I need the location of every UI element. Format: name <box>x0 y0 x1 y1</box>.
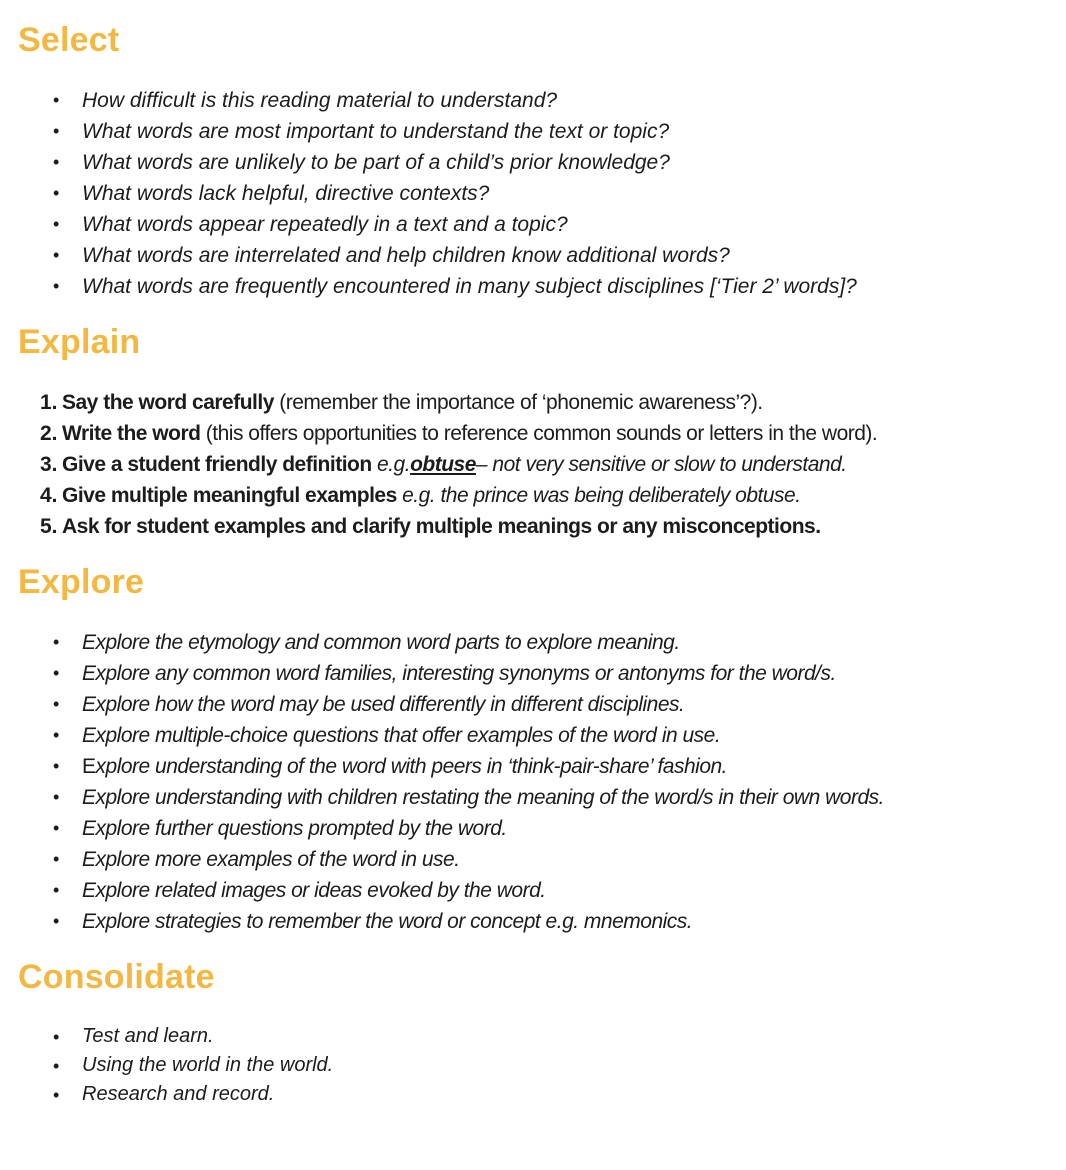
text-segment: Explore multiple-choice questions that offer examples of the word in use. <box>82 724 721 747</box>
bullet-icon: • <box>53 1056 60 1076</box>
text-segment: Explore understanding with children restating the meaning of the word/s in their own words. <box>82 786 884 809</box>
explain-list <box>18 387 1030 542</box>
bullet-icon: • <box>53 214 60 234</box>
text-segment: How difficult is this reading material to understand? <box>82 89 558 112</box>
list-item <box>18 875 1030 906</box>
text-segment: Give a student friendly definition <box>62 453 378 476</box>
item-number: 1. <box>40 391 58 414</box>
select-list <box>18 85 1030 302</box>
text-segment: What words are most important to understand the text or topic? <box>82 120 670 143</box>
list-item <box>18 813 1030 844</box>
text-segment: Explore any common word families, interesting synonyms or antonyms for the word/s. <box>82 662 836 685</box>
list-item <box>18 449 1030 480</box>
item-number: 5. <box>40 515 58 538</box>
bullet-icon: • <box>53 276 60 296</box>
list-item <box>18 844 1030 875</box>
section-consolidate <box>18 957 1030 1109</box>
text-segment: What words are interrelated and help children know additional words? <box>82 244 730 267</box>
text-segment: E <box>82 755 96 778</box>
list-item <box>18 720 1030 751</box>
list-item <box>18 85 1030 116</box>
list-item <box>18 1080 1030 1109</box>
text-segment: (this offers opportunities to reference common sounds or letters in the word). <box>205 422 878 445</box>
text-segment: – not very sensitive or slow to understand. <box>475 453 847 476</box>
list-item <box>18 689 1030 720</box>
list-item <box>18 1051 1030 1080</box>
item-number: 3. <box>40 453 58 476</box>
text-segment: Write the word <box>62 422 206 445</box>
list-item <box>18 906 1030 937</box>
list-item <box>18 658 1030 689</box>
text-segment: Explore further questions prompted by the word. <box>82 817 507 840</box>
list-item <box>18 116 1030 147</box>
text-segment: Research and record. <box>82 1083 275 1105</box>
section-title-explore: Explore <box>18 563 145 601</box>
list-item <box>18 627 1030 658</box>
bullet-icon: • <box>53 849 60 869</box>
text-segment: xplore understanding of the word with peers in ‘think-pair-share’ fashion. <box>95 755 728 778</box>
list-item <box>18 271 1030 302</box>
text-segment: Explore how the word may be used differently in different disciplines. <box>82 693 685 716</box>
text-segment: Say the word carefully <box>62 391 280 414</box>
list-item <box>18 209 1030 240</box>
section-title-explain: Explain <box>18 323 141 361</box>
list-item <box>18 782 1030 813</box>
section-select <box>18 20 1030 302</box>
bullet-icon: • <box>53 725 60 745</box>
text-segment: Ask for student examples and clarify multiple meanings or any misconceptions. <box>62 515 821 538</box>
bullet-icon: • <box>53 152 60 172</box>
text-segment: Explore the etymology and common word parts to explore meaning. <box>82 631 680 654</box>
bullet-icon: • <box>53 663 60 683</box>
bullet-icon: • <box>53 818 60 838</box>
text-segment: What words lack helpful, directive contexts? <box>82 182 490 205</box>
text-segment: Explore strategies to remember the word or concept e.g. mnemonics. <box>82 910 693 933</box>
text-segment: Explore more examples of the word in use. <box>82 848 460 871</box>
list-item <box>18 147 1030 178</box>
consolidate-list <box>18 1022 1030 1109</box>
section-explore <box>18 562 1030 937</box>
list-item <box>18 480 1030 511</box>
text-segment: What words appear repeatedly in a text and a topic? <box>82 213 568 236</box>
bullet-icon: • <box>53 632 60 652</box>
item-number: 4. <box>40 484 58 507</box>
text-segment: e.g. the prince was being deliberately obtuse. <box>402 484 801 507</box>
text-segment: What words are unlikely to be part of a child’s prior knowledge? <box>82 151 670 174</box>
bullet-icon: • <box>53 183 60 203</box>
bullet-icon: • <box>53 756 60 776</box>
bullet-icon: • <box>53 90 60 110</box>
bullet-icon: • <box>53 880 60 900</box>
bullet-icon: • <box>53 787 60 807</box>
text-segment: e.g. <box>377 453 411 476</box>
text-segment: Give multiple meaningful examples <box>62 484 403 507</box>
text-segment: Using the world in the world. <box>82 1054 334 1076</box>
list-item <box>18 178 1030 209</box>
text-segment: Explore related images or ideas evoked by the word. <box>82 879 546 902</box>
list-item <box>18 511 1030 542</box>
bullet-icon: • <box>53 245 60 265</box>
section-explain <box>18 322 1030 542</box>
bullet-icon: • <box>53 694 60 714</box>
bullet-icon: • <box>53 121 60 141</box>
item-number: 2. <box>40 422 58 445</box>
list-item <box>18 751 1030 782</box>
text-segment: obtuse <box>410 453 476 476</box>
section-title-select: Select <box>18 21 120 59</box>
bullet-icon: • <box>53 1085 60 1105</box>
bullet-icon: • <box>53 911 60 931</box>
text-segment: Test and learn. <box>82 1025 214 1047</box>
list-item <box>18 418 1030 449</box>
list-item <box>18 240 1030 271</box>
text-segment: What words are frequently encountered in many subject disciplines [‘Tier 2’ words]? <box>82 275 857 298</box>
list-item <box>18 387 1030 418</box>
list-item <box>18 1022 1030 1051</box>
text-segment: (remember the importance of ‘phonemic awareness’?). <box>279 391 763 414</box>
bullet-icon: • <box>53 1027 60 1047</box>
section-title-consolidate: Consolidate <box>18 958 215 996</box>
explore-list <box>18 627 1030 937</box>
